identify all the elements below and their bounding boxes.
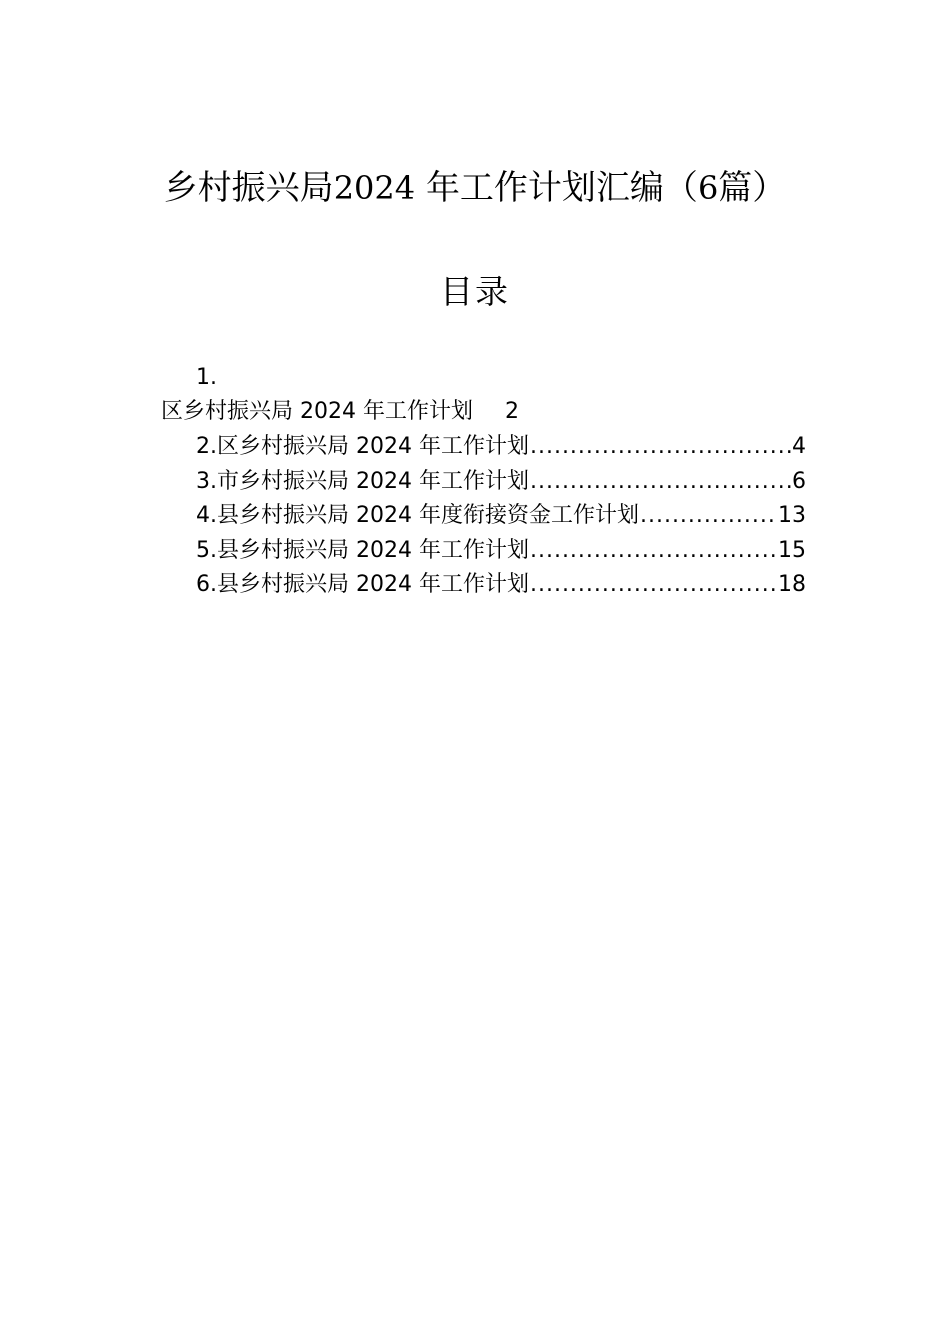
toc-entry-title: 3.市乡村振兴局 2024 年工作计划 (196, 468, 529, 494)
toc-dot-leader (530, 431, 791, 463)
title-count: 6 (697, 169, 719, 207)
toc-entry-5[interactable] (196, 535, 806, 570)
toc-entry-1-number[interactable]: 1. (196, 365, 217, 390)
toc-entry-2[interactable] (196, 431, 806, 466)
toc-entry-4[interactable] (196, 500, 806, 535)
toc-entry-page: 13 (778, 503, 806, 528)
toc-entry-page: 4 (792, 434, 806, 459)
toc-entry-6[interactable] (196, 569, 806, 604)
toc-entry-page: 18 (778, 572, 806, 597)
toc-entry-title: 4.县乡村振兴局 2024 年度衔接资金工作计划 (196, 503, 639, 528)
toc-list (196, 431, 806, 604)
toc-dot-leader (530, 466, 791, 498)
document-title (0, 163, 950, 213)
toc-dot-leader (530, 569, 777, 601)
toc-dot-leader (530, 535, 777, 567)
toc-heading: 目录 (440, 272, 510, 311)
title-prefix: 乡村振兴局 (163, 168, 334, 208)
toc-entry-title: 5.县乡村振兴局 2024 年工作计划 (196, 537, 529, 563)
title-middle: 年工作计划汇编（ (425, 168, 698, 208)
toc-dot-leader (640, 500, 777, 532)
toc-entry-title: 6.县乡村振兴局 2024 年工作计划 (196, 572, 529, 597)
title-year: 2024 (333, 169, 416, 207)
toc-entry-1-title: 区乡村振兴局 2024 年工作计划 (161, 399, 473, 424)
toc-entry-page: 6 (792, 468, 806, 494)
toc-entry-page: 15 (778, 537, 806, 563)
toc-entry-1[interactable] (161, 396, 591, 428)
toc-entry-title: 2.区乡村振兴局 2024 年工作计划 (196, 434, 529, 459)
toc-entry-3[interactable] (196, 466, 806, 501)
title-suffix: 篇） (718, 168, 787, 208)
toc-entry-1-page: 2 (504, 399, 519, 424)
